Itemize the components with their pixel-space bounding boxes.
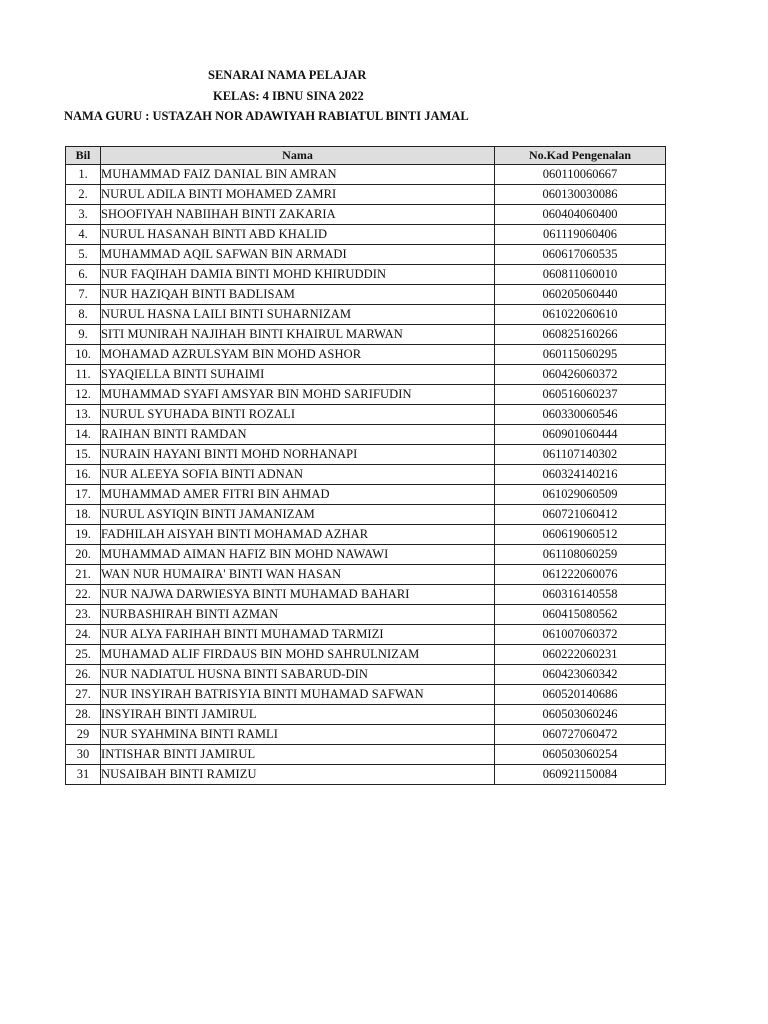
student-name: NUR NAJWA DARWIESYA BINTI MUHAMAD BAHARI xyxy=(101,585,495,605)
row-number: 17. xyxy=(66,485,101,505)
row-number: 3. xyxy=(66,205,101,225)
student-name: NUR INSYIRAH BATRISYIA BINTI MUHAMAD SAFWAN xyxy=(101,685,495,705)
student-name: NUR ALEEYA SOFIA BINTI ADNAN xyxy=(101,465,495,485)
ic-number: 061107140302 xyxy=(495,445,666,465)
ic-number: 060727060472 xyxy=(495,725,666,745)
row-number: 15. xyxy=(66,445,101,465)
row-number: 12. xyxy=(66,385,101,405)
student-name: RAIHAN BINTI RAMDAN xyxy=(101,425,495,445)
student-name: SITI MUNIRAH NAJIHAH BINTI KHAIRUL MARWAN xyxy=(101,325,495,345)
row-number: 27. xyxy=(66,685,101,705)
table-row xyxy=(66,545,666,565)
table-row xyxy=(66,485,666,505)
ic-number: 061222060076 xyxy=(495,565,666,585)
student-name: NURUL ADILA BINTI MOHAMED ZAMRI xyxy=(101,185,495,205)
ic-number: 060205060440 xyxy=(495,285,666,305)
student-name: NUR FAQIHAH DAMIA BINTI MOHD KHIRUDDIN xyxy=(101,265,495,285)
ic-number: 060110060667 xyxy=(495,165,666,185)
ic-number: 061108060259 xyxy=(495,545,666,565)
row-number: 26. xyxy=(66,665,101,685)
table-row xyxy=(66,445,666,465)
ic-number: 061029060509 xyxy=(495,485,666,505)
student-table xyxy=(65,146,666,785)
student-name: NURUL HASANAH BINTI ABD KHALID xyxy=(101,225,495,245)
student-name: NUR SYAHMINA BINTI RAMLI xyxy=(101,725,495,745)
student-name: NURUL ASYIQIN BINTI JAMANIZAM xyxy=(101,505,495,525)
ic-number: 060503060246 xyxy=(495,705,666,725)
table-row xyxy=(66,725,666,745)
class-line: KELAS: 4 IBNU SINA 2022 xyxy=(213,89,364,103)
row-number: 24. xyxy=(66,625,101,645)
ic-number: 060330060546 xyxy=(495,405,666,425)
student-name: NUSAIBAH BINTI RAMIZU xyxy=(101,765,495,785)
student-name: NURAIN HAYANI BINTI MOHD NORHANAPI xyxy=(101,445,495,465)
student-name: SYAQIELLA BINTI SUHAIMI xyxy=(101,365,495,385)
table-row xyxy=(66,385,666,405)
row-number: 25. xyxy=(66,645,101,665)
table-row xyxy=(66,285,666,305)
ic-number: 060520140686 xyxy=(495,685,666,705)
student-name: MUHAMAD ALIF FIRDAUS BIN MOHD SAHRULNIZAM xyxy=(101,645,495,665)
table-row xyxy=(66,205,666,225)
ic-number: 060516060237 xyxy=(495,385,666,405)
student-name: INTISHAR BINTI JAMIRUL xyxy=(101,745,495,765)
column-header-bil: Bil xyxy=(66,147,101,165)
row-number: 20. xyxy=(66,545,101,565)
student-name: INSYIRAH BINTI JAMIRUL xyxy=(101,705,495,725)
ic-number: 061007060372 xyxy=(495,625,666,645)
student-name: FADHILAH AISYAH BINTI MOHAMAD AZHAR xyxy=(101,525,495,545)
table-row xyxy=(66,705,666,725)
ic-number: 060426060372 xyxy=(495,365,666,385)
row-number: 16. xyxy=(66,465,101,485)
student-name: NURUL SYUHADA BINTI ROZALI xyxy=(101,405,495,425)
student-name: MUHAMMAD SYAFI AMSYAR BIN MOHD SARIFUDIN xyxy=(101,385,495,405)
table-row xyxy=(66,605,666,625)
table-row xyxy=(66,185,666,205)
ic-number: 060316140558 xyxy=(495,585,666,605)
row-number: 19. xyxy=(66,525,101,545)
ic-number: 061119060406 xyxy=(495,225,666,245)
row-number: 2. xyxy=(66,185,101,205)
row-number: 8. xyxy=(66,305,101,325)
table-row xyxy=(66,685,666,705)
row-number: 7. xyxy=(66,285,101,305)
row-number: 10. xyxy=(66,345,101,365)
student-name: MOHAMAD AZRULSYAM BIN MOHD ASHOR xyxy=(101,345,495,365)
ic-number: 060404060400 xyxy=(495,205,666,225)
student-name: NUR HAZIQAH BINTI BADLISAM xyxy=(101,285,495,305)
student-name: MUHAMMAD FAIZ DANIAL BIN AMRAN xyxy=(101,165,495,185)
student-name: SHOOFIYAH NABIIHAH BINTI ZAKARIA xyxy=(101,205,495,225)
row-number: 28. xyxy=(66,705,101,725)
row-number: 22. xyxy=(66,585,101,605)
table-header-row xyxy=(66,147,666,165)
table-row xyxy=(66,505,666,525)
ic-number: 060825160266 xyxy=(495,325,666,345)
ic-number: 060115060295 xyxy=(495,345,666,365)
student-name: NURBASHIRAH BINTI AZMAN xyxy=(101,605,495,625)
row-number: 31 xyxy=(66,765,101,785)
table-row xyxy=(66,585,666,605)
row-number: 23. xyxy=(66,605,101,625)
column-header-ic: No.Kad Pengenalan xyxy=(495,147,666,165)
ic-number: 060921150084 xyxy=(495,765,666,785)
student-name: NURUL HASNA LAILI BINTI SUHARNIZAM xyxy=(101,305,495,325)
table-row xyxy=(66,645,666,665)
row-number: 29 xyxy=(66,725,101,745)
table-row xyxy=(66,745,666,765)
student-name: MUHAMMAD AQIL SAFWAN BIN ARMADI xyxy=(101,245,495,265)
column-header-nama: Nama xyxy=(101,147,495,165)
ic-number: 060503060254 xyxy=(495,745,666,765)
ic-number: 060222060231 xyxy=(495,645,666,665)
table-row xyxy=(66,365,666,385)
teacher-line: NAMA GURU : USTAZAH NOR ADAWIYAH RABIATUL BINTI JAMAL xyxy=(64,109,469,123)
table-row xyxy=(66,325,666,345)
table-row xyxy=(66,405,666,425)
ic-number: 060811060010 xyxy=(495,265,666,285)
table-row xyxy=(66,345,666,365)
table-row xyxy=(66,565,666,585)
row-number: 18. xyxy=(66,505,101,525)
student-name: MUHAMMAD AMER FITRI BIN AHMAD xyxy=(101,485,495,505)
table-row xyxy=(66,465,666,485)
row-number: 14. xyxy=(66,425,101,445)
table-row xyxy=(66,525,666,545)
table-row xyxy=(66,625,666,645)
student-name: NUR NADIATUL HUSNA BINTI SABARUD-DIN xyxy=(101,665,495,685)
student-name: NUR ALYA FARIHAH BINTI MUHAMAD TARMIZI xyxy=(101,625,495,645)
ic-number: 060423060342 xyxy=(495,665,666,685)
document-title: SENARAI NAMA PELAJAR xyxy=(208,68,367,82)
row-number: 11. xyxy=(66,365,101,385)
table-row xyxy=(66,225,666,245)
row-number: 5. xyxy=(66,245,101,265)
row-number: 13. xyxy=(66,405,101,425)
student-name: WAN NUR HUMAIRA' BINTI WAN HASAN xyxy=(101,565,495,585)
table-row xyxy=(66,245,666,265)
row-number: 6. xyxy=(66,265,101,285)
row-number: 21. xyxy=(66,565,101,585)
ic-number: 060721060412 xyxy=(495,505,666,525)
table-row xyxy=(66,765,666,785)
student-name: MUHAMMAD AIMAN HAFIZ BIN MOHD NAWAWI xyxy=(101,545,495,565)
table-row xyxy=(66,265,666,285)
row-number: 4. xyxy=(66,225,101,245)
table-row xyxy=(66,165,666,185)
ic-number: 060324140216 xyxy=(495,465,666,485)
table-row xyxy=(66,305,666,325)
ic-number: 061022060610 xyxy=(495,305,666,325)
ic-number: 060617060535 xyxy=(495,245,666,265)
row-number: 30 xyxy=(66,745,101,765)
ic-number: 060901060444 xyxy=(495,425,666,445)
row-number: 1. xyxy=(66,165,101,185)
ic-number: 060415080562 xyxy=(495,605,666,625)
row-number: 9. xyxy=(66,325,101,345)
ic-number: 060130030086 xyxy=(495,185,666,205)
ic-number: 060619060512 xyxy=(495,525,666,545)
table-row xyxy=(66,425,666,445)
table-row xyxy=(66,665,666,685)
